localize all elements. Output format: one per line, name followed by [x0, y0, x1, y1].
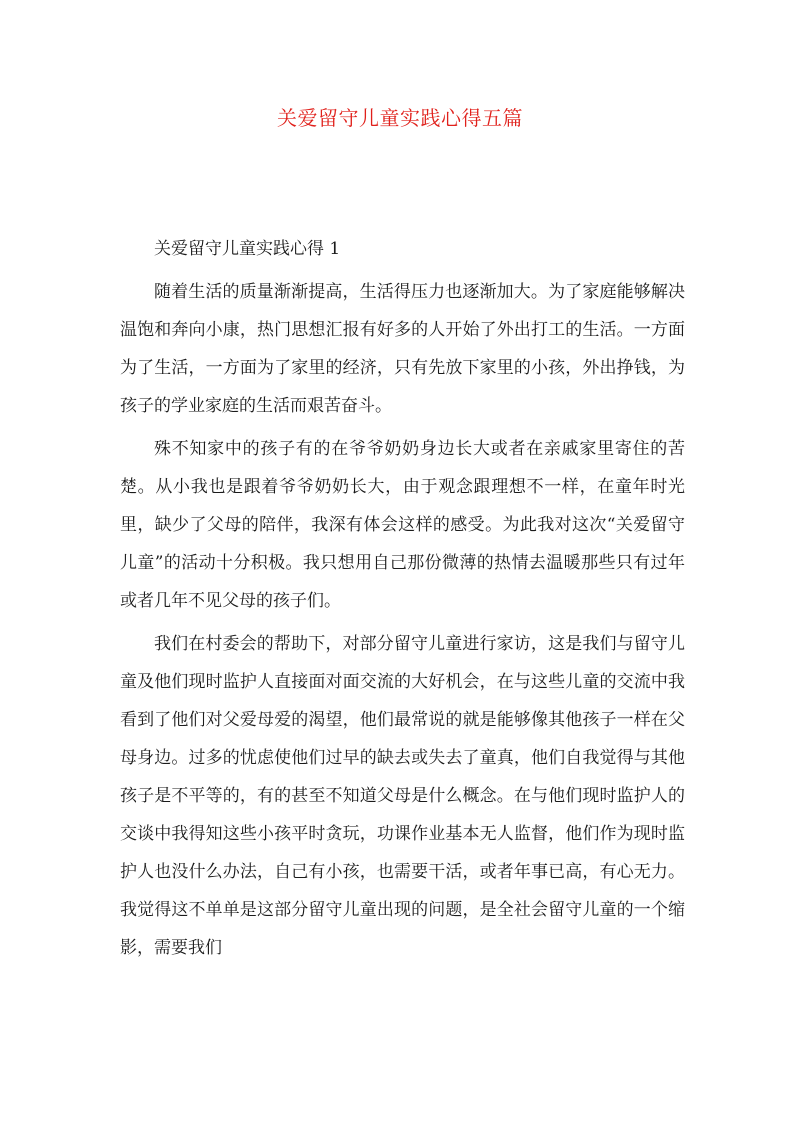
- section-heading: 关爱留守儿童实践心得 1: [154, 239, 341, 259]
- paragraph-3: 我们在村委会的帮助下，对部分留守儿童进行家访，这是我们与留守儿童及他们现时监护人直接面对面交流的大好机会，在与这些儿童的交流中我看到了他们对父爱母爱的渴望，他们最常说的就是能够像其他孩子一样在父母身边。过多的忧虑使他们过早的缺去或失去了童真，他们自我觉得与其他孩子是不平等的，有的甚至不知道父母是什么概念。在与他们现时监护人的交谈中我得知这些小孩平时贪玩，功课作业基本无人监督，他们作为现时监护人也没什么办法，自己有小孩，也需要干活，或者年事已高，有心无力。我觉得这不单单是这部分留守儿童出现的问题，是全社会留守儿童的一个缩影，需要我们: [120, 634, 685, 958]
- document-title: 关爱留守儿童实践心得五篇: [277, 106, 523, 130]
- paragraph-1: 随着生活的质量渐渐提高，生活得压力也逐渐加大。为了家庭能够解决温饱和奔向小康，热门思想汇报有好多的人开始了外出打工的生活。一方面为了生活，一方面为了家里的经济，只有先放下家里的小孩，外出挣钱，为孩子的学业家庭的生活而艰苦奋斗。: [120, 282, 685, 416]
- document-body: [120, 230, 685, 972]
- paragraph-2: 殊不知家中的孩子有的在爷爷奶奶身边长大或者在亲戚家里寄住的苦楚。从小我也是跟着爷爷奶奶长大，由于观念跟理想不一样，在童年时光里，缺少了父母的陪伴，我深有体会这样的感受。为此我对这次“关爱留守儿童”的活动十分积极。我只想用自己那份微薄的热情去温暖那些只有过年或者几年不见父母的孩子们。: [120, 439, 685, 611]
